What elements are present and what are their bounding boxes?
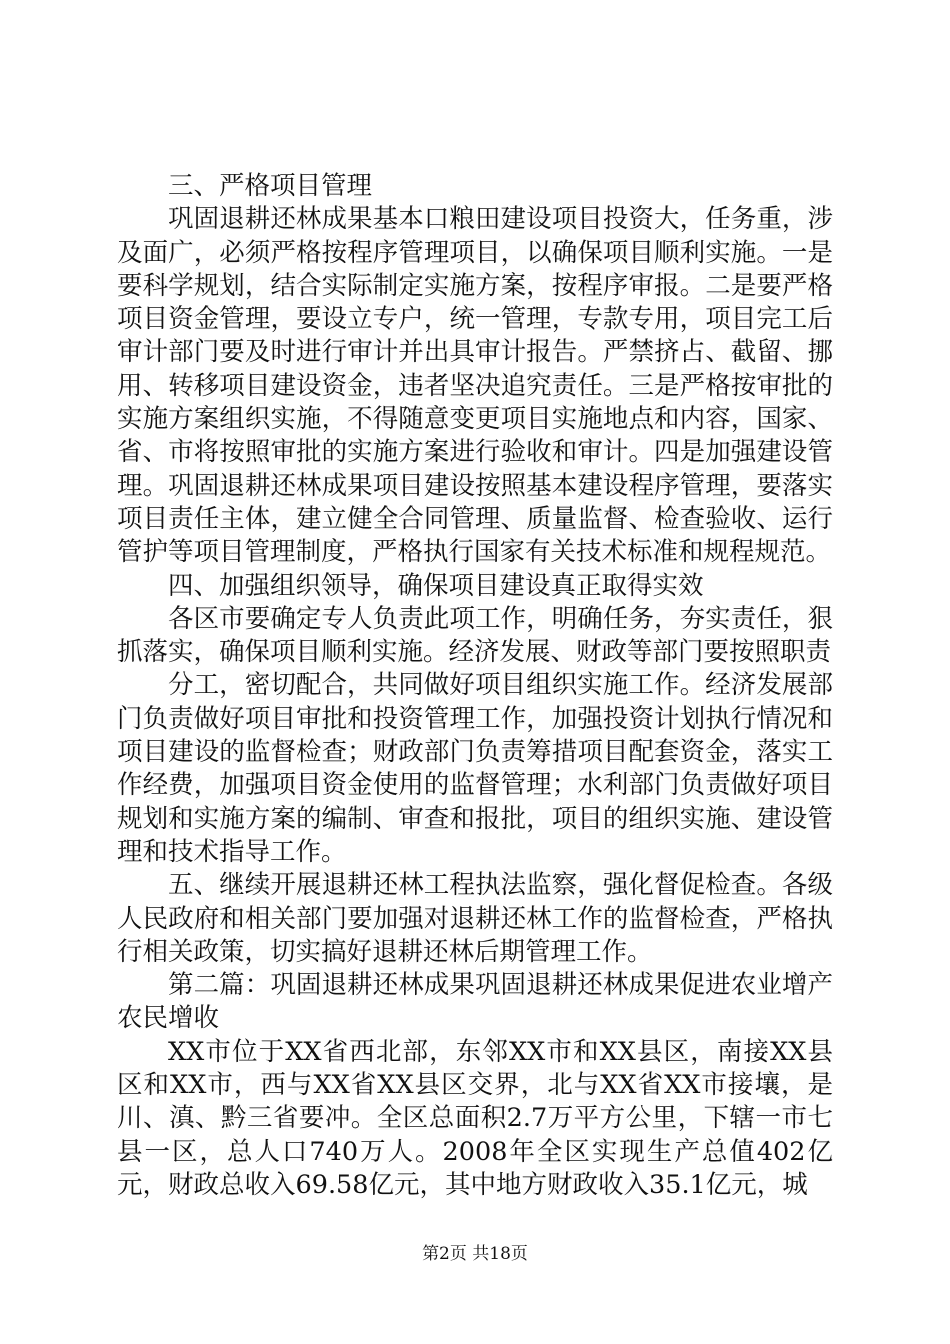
paragraph-city-overview: XX市位于XX省西北部，东邻XX市和XX县区，南接XX县区和XX市，西与XX省XX县区交界，北与XX省XX市接壤，是川、滇、黔三省要冲。全区总面积2.7万平方公里，下辖一市七县一区，总人口740万人。2008年全区实现生产总值402亿元，财政总收入69.58亿元，其中地方财政收入35.1亿元，城 xyxy=(117,1036,833,1200)
section-heading-3: 三、严格项目管理 xyxy=(168,171,373,201)
document-body xyxy=(117,170,833,1202)
paragraph-responsibility: 各区市要确定专人负责此项工作，明确任务，夯实责任，狠抓落实，确保项目顺利实施。经济发展、财政等部门要按照职责 xyxy=(117,603,833,668)
paragraph-supervision: 五、继续开展退耕还林工程执法监察，强化督促检查。各级人民政府和相关部门要加强对退耕还林工作的监督检查，严格执行相关政策，切实搞好退耕还林后期管理工作。 xyxy=(117,870,833,967)
section-heading-4: 四、加强组织领导，确保项目建设真正取得实效 xyxy=(168,570,704,601)
paragraph-division-of-labor: 分工，密切配合，共同做好项目组织实施工作。经济发展部门负责做好项目审批和投资管理工作，加强投资计划执行情况和项目建设的监督检查；财政部门负责筹措项目配套资金，落实工作经费，加强项目资金使用的监督管理；水利部门负责做好项目规划和实施方案的编制、审查和报批，项目的组织实施、建设管理和技术指导工作。 xyxy=(117,670,833,867)
page-footer: 第2页 共18页 xyxy=(422,1244,528,1264)
paragraph-project-management: 巩固退耕还林成果基本口粮田建设项目投资大，任务重，涉及面广，必须严格按程序管理项目，以确保项目顺利实施。一是要科学规划，结合实际制定实施方案，按程序审报。二是要严格项目资金管理，要设立专户，统一管理，专款专用，项目完工后审计部门要及时进行审计并出具审计报告。严禁挤占、截留、挪用、转移项目建设资金，违者坚决追究责任。三是严格按审批的实施方案组织实施，不得随意变更项目实施地点和内容，国家、省、市将按照审批的实施方案进行验收和审计。四是加强建设管理。巩固退耕还林成果项目建设按照基本建设程序管理，要落实项目责任主体，建立健全合同管理、质量监督、检查验收、运行管护等项目管理制度，严格执行国家有关技术标准和规程规范。 xyxy=(117,204,833,568)
chapter-title-2: 第二篇：巩固退耕还林成果巩固退耕还林成果促进农业增产农民增收 xyxy=(117,970,833,1034)
